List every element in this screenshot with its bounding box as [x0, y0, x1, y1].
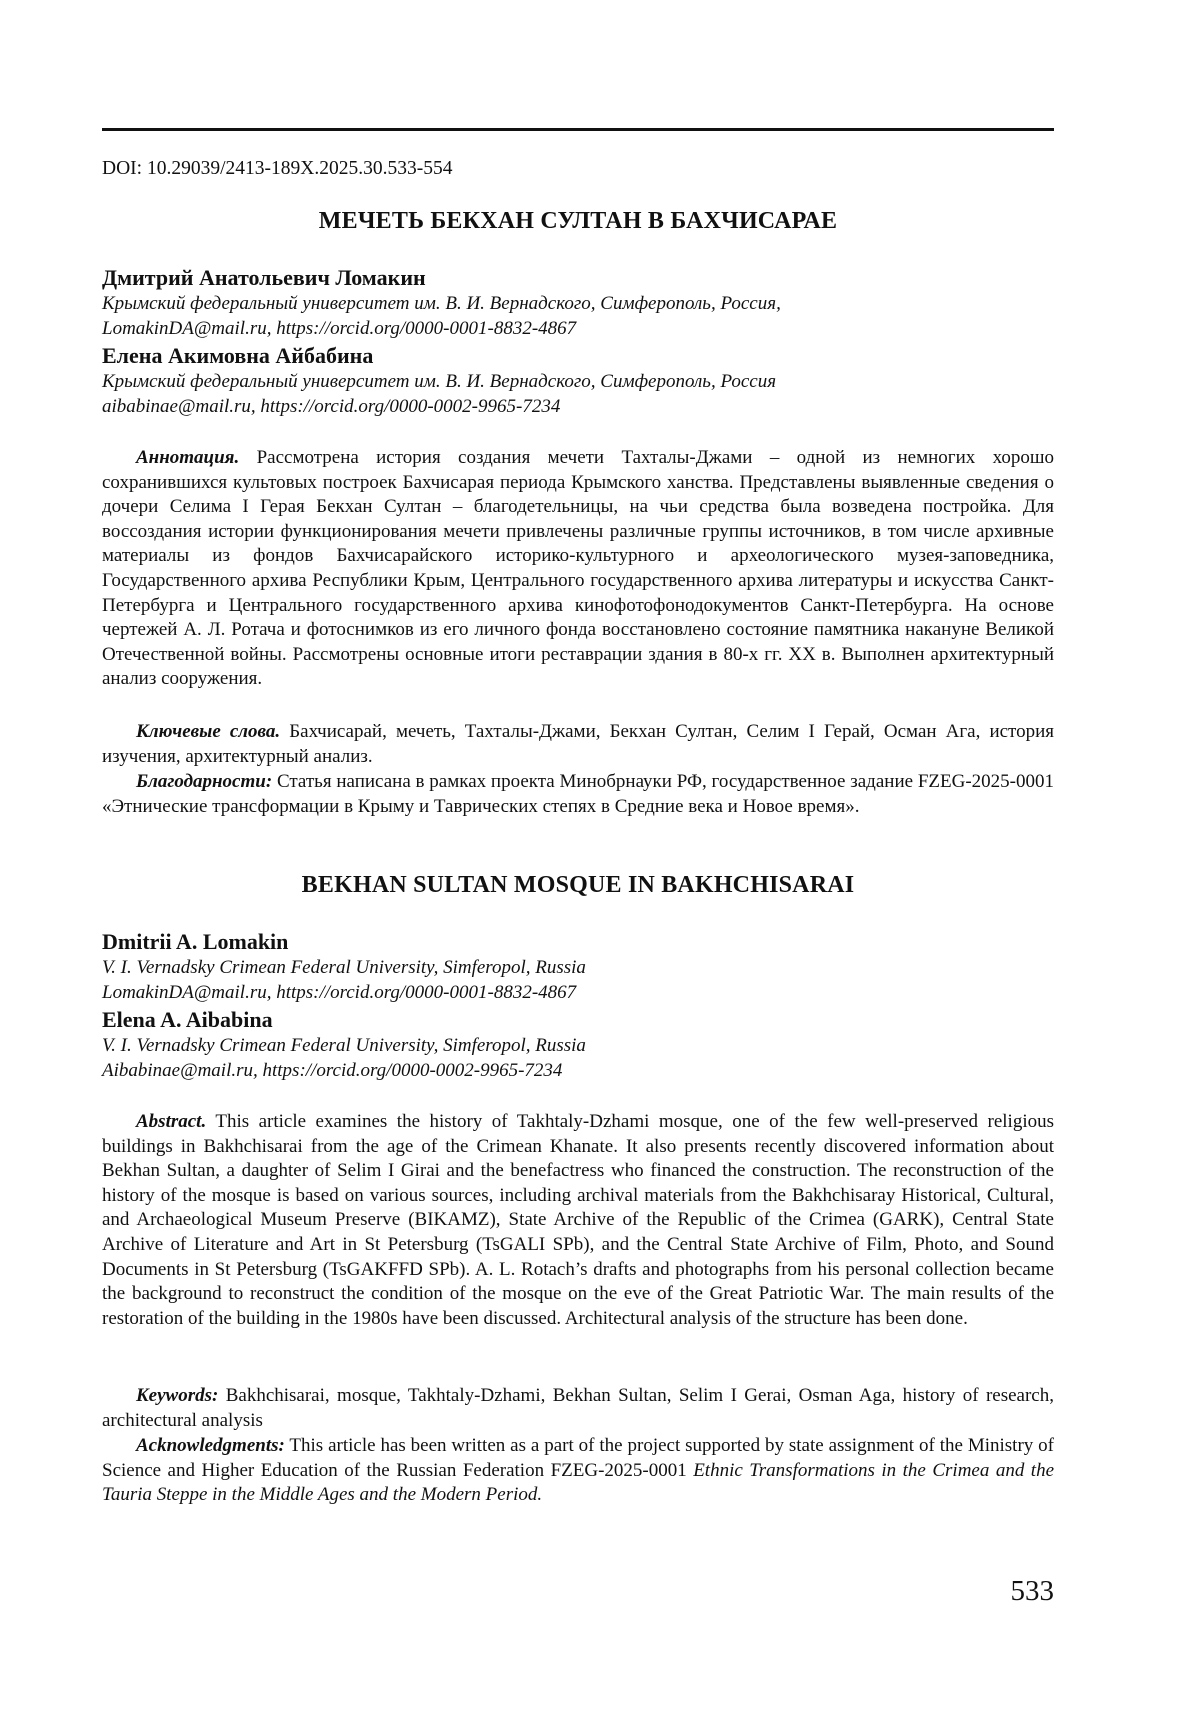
en-author2-affiliation: V. I. Vernadsky Crimean Federal University, Simferopol, Russia — [102, 1035, 586, 1056]
ru-keywords — [102, 720, 1054, 769]
header-rule — [102, 128, 1054, 131]
en-author1-affiliation: V. I. Vernadsky Crimean Federal University, Simferopol, Russia — [102, 957, 586, 978]
ru-abstract — [102, 446, 1054, 692]
ru-author2-contact: aibabinae@mail.ru, https://orcid.org/0000-0002-9965-7234 — [102, 396, 561, 417]
en-keywords-text: Bakhchisarai, mosque, Takhtaly-Dzhami, Bekhan Sultan, Selim I Gerai, Osman Aga, history of research, architectural analysis — [102, 1385, 1054, 1431]
en-thanks-label: Acknowledgments: — [136, 1435, 285, 1456]
en-author2-name: Elena A. Aibabina — [102, 1007, 273, 1032]
ru-thanks-text: Статья написана в рамках проекта Минобрнауки РФ, государственное задание FZEG-2025-0001 «Этнические трансформации в Крыму и Таврических степях в Средние века и Новое время». — [102, 771, 1054, 817]
ru-author1-name: Дмитрий Анатольевич Ломакин — [102, 265, 426, 290]
ru-title: МЕЧЕТЬ БЕКХАН СУЛТАН В БАХЧИСАРАЕ — [318, 208, 838, 234]
en-thanks-project-title: Ethnic Transformations in the Crimea and the Tauria Steppe in the Middle Ages and the Modern Period. — [102, 1459, 1055, 1506]
en-keywords — [102, 1384, 1054, 1433]
ru-author2-name: Елена Акимовна Айбабина — [102, 343, 374, 368]
en-author2-contact: Aibabinae@mail.ru, https://orcid.org/0000-0002-9965-7234 — [102, 1060, 563, 1081]
ru-keywords-text: Бахчисарай, мечеть, Тахталы-Джами, Бекхан Султан, Селим I Герай, Осман Ага, история изучения, архитектурный анализ. — [102, 721, 1055, 767]
ru-author2-affiliation: Крымский федеральный университет им. В. И. Вернадского, Симферополь, Россия — [102, 371, 777, 392]
ru-author1-contact: LomakinDA@mail.ru, https://orcid.org/0000-0001-8832-4867 — [102, 318, 577, 339]
ru-thanks-label: Благодарности: — [136, 771, 273, 792]
ru-author1-affiliation: Крымский федеральный университет им. В. И. Вернадского, Симферополь, Россия, — [102, 293, 781, 314]
en-author1-name: Dmitrii A. Lomakin — [102, 929, 289, 954]
ru-abstract-text: Рассмотрена история создания мечети Тахталы-Джами – одной из немногих хорошо сохранившихся культовых построек Бахчисарая периода Крымского ханства. Представлены выявленные сведения о дочери Селима I Герая Бекхан Султан – благодетельницы, на чьи средства была возведена постройка. Для воссоздания истории функционирования мечети привлечены различные группы источников, в том числе архивные материалы из фондов Бахчисарайского историко-культурного и археологического музея-заповедника, Государственного архива Республики Крым, Центрального государственного архива литературы и искусства Санкт-Петербурга и Центрального государственного архива кинофотофонодокументов Санкт-Петербурга. На основе чертежей А. Л. Ротача и фотоснимков из его личного фонда восстановлено состояние памятника накануне Великой Отечественной войны. Рассмотрены основные итоги реставрации здания в 80-х гг. XX в. Выполнен архитектурный анализ сооружения. — [102, 447, 1054, 690]
en-abstract-label: Abstract. — [136, 1111, 207, 1132]
doi-line: DOI: 10.29039/2413-189X.2025.30.533-554 — [102, 158, 453, 179]
page-number: 533 — [1010, 1575, 1054, 1607]
en-keywords-label: Keywords: — [136, 1385, 219, 1406]
en-acknowledgments — [102, 1434, 1054, 1508]
ru-acknowledgments — [102, 770, 1054, 819]
en-abstract-text: This article examines the history of Takhtaly-Dzhami mosque, one of the few well-preserved religious buildings in Bakhchisarai from the age of the Crimean Khanate. It also presents recently discovered information about Bekhan Sultan, a daughter of Selim I Girai and the benefactress who financed the construction. The reconstruction of the history of the mosque is based on various sources, including archival materials from the Bakhchisaray Historical, Cultural, and Archaeological Museum Preserve (BIKAMZ), State Archive of the Republic of the Crimea (GARK), Central State Archive of Literature and Art in St Petersburg (TsGALI SPb), and the Central State Archive of Film, Photo, and Sound Documents in St Petersburg (TsGAKFFD SPb). A. L. Rotach’s drafts and photographs from his personal collection became the background to reconstruct the condition of the mosque on the eve of the Great Patriotic War. The main results of the restoration of the building in the 1980s have been discussed. Architectural analysis of the structure has been done. — [102, 1111, 1054, 1329]
ru-keywords-label: Ключевые слова. — [136, 721, 281, 742]
en-abstract — [102, 1110, 1054, 1331]
en-author1-contact: LomakinDA@mail.ru, https://orcid.org/0000-0001-8832-4867 — [102, 982, 577, 1003]
en-title: BEKHAN SULTAN MOSQUE IN BAKHCHISARAI — [301, 872, 855, 898]
en-thanks-text: This article has been written as a part of the project supported by state assignment of the Ministry of Science and Higher Education of the Russian Federation FZEG-2025-0001 — [102, 1435, 1054, 1481]
ru-abstract-label: Аннотация. — [136, 447, 240, 468]
